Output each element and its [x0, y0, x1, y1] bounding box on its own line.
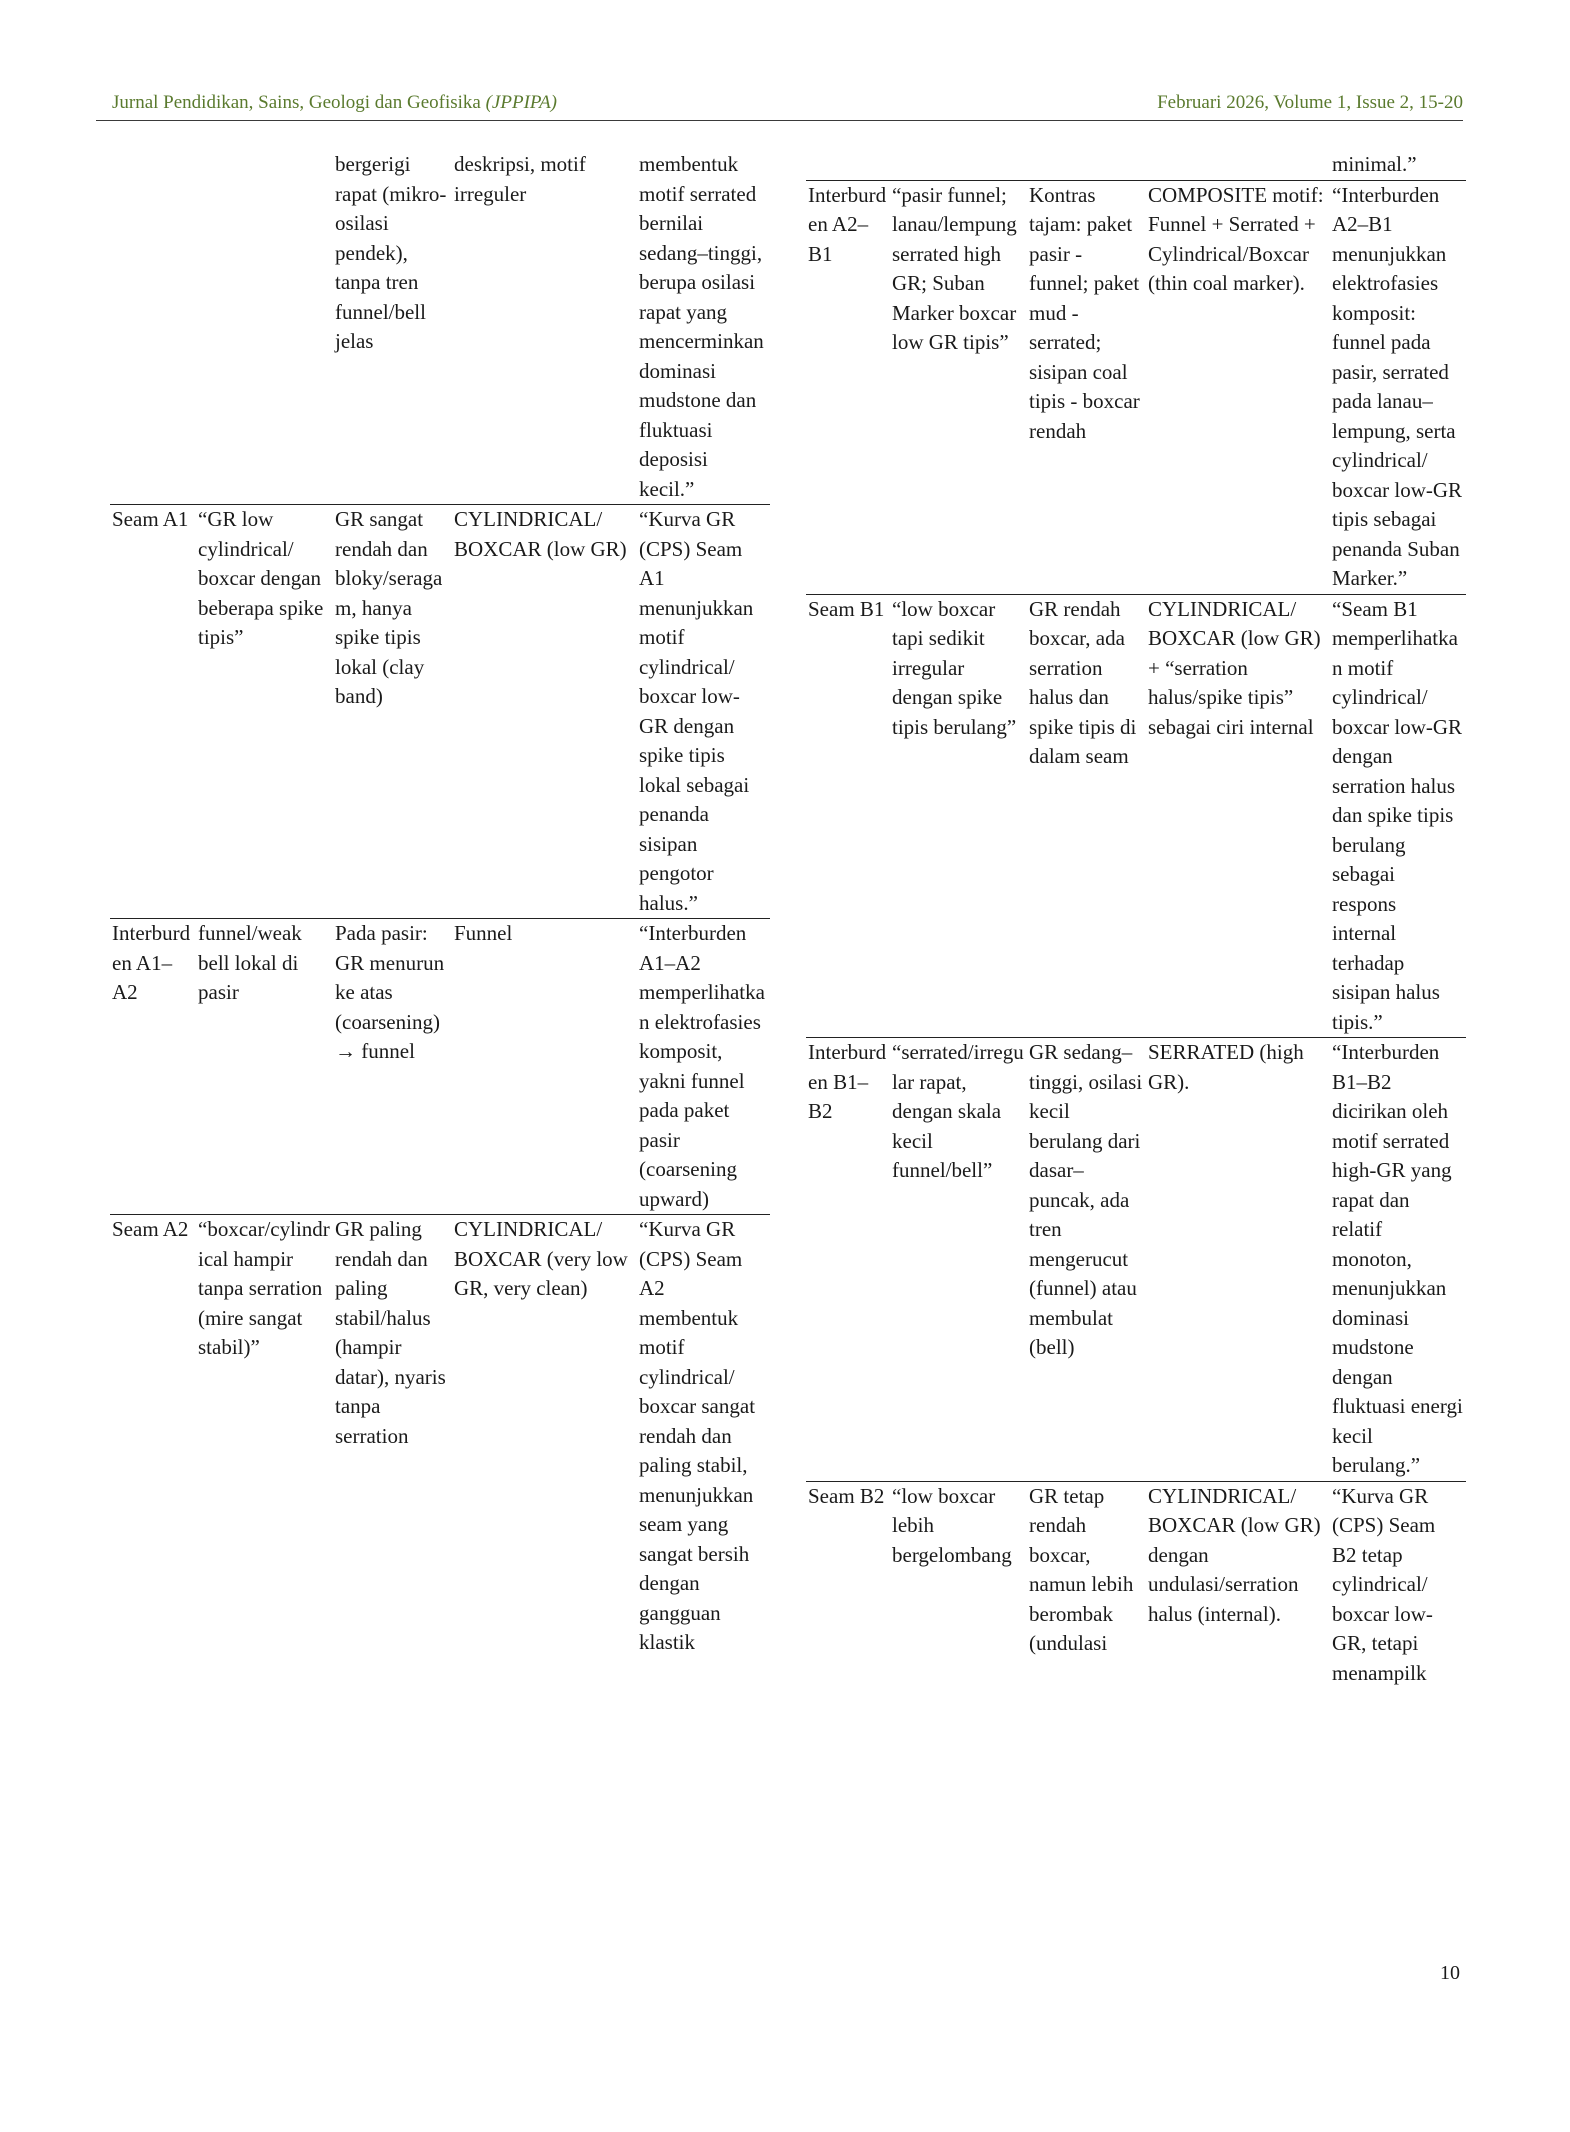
cell-motif: CYLINDRICAL/ BOXCAR (low GR) [452, 505, 637, 919]
cell-gr-character: GR sedang–tinggi, osilasi kecil berulang dari dasar–puncak, ada tren mengerucut (funnel) atau membulat (bell) [1027, 1038, 1146, 1482]
cell-visual-description: “pasir funnel; lanau/lempung serrated high GR; Suban Marker boxcar low GR tipis” [890, 180, 1027, 594]
cell-gr-character: Kontras tajam: paket pasir - funnel; paket mud - serrated; sisipan coal tipis - boxcar rendah [1027, 180, 1146, 594]
cell-unit: Interburden A1–A2 [110, 919, 196, 1215]
table-row [806, 1038, 1466, 1482]
cell-gr-character: bergerigi rapat (mikro-osilasi pendek), tanpa tren funnel/bell jelas [335, 152, 447, 353]
cell-interpretation: “Seam B1 memperlihatkan motif cylindrical/ boxcar low-GR dengan serration halus dan spike tipis berulang sebagai respons internal terhadap sisipan halus tipis.” [1330, 594, 1466, 1038]
cell-interpretation: membentuk motif serrated bernilai sedang–tinggi, berupa osilasi rapat yang mencerminkan dominasi mudstone dan fluktuasi deposisi kecil.” [639, 152, 764, 501]
cell-empty [1146, 150, 1330, 180]
cell-visual-description: “low boxcar lebih bergelombang [890, 1481, 1027, 1688]
cell-visual-description: funnel/weak bell lokal di pasir [196, 919, 333, 1215]
cell-empty [806, 150, 890, 180]
table-row [806, 1481, 1466, 1688]
cell-unit: Interburden A2–B1 [806, 180, 890, 594]
cell-gr-character: GR paling rendah dan paling stabil/halus (hampir datar), nyaris tanpa serration [333, 1215, 452, 1658]
right-column [806, 150, 1466, 1688]
cell-unit [110, 150, 196, 505]
cell-interpretation: “Interburden A2–B1 menunjukkan elektrofasies komposit: funnel pada pasir, serrated pada lanau–lempung, serta cylindrical/ boxcar low-GR tipis sebagai penanda Suban Marker.” [1330, 180, 1466, 594]
issue-info: Februari 2026, Volume 1, Issue 2, 15-20 [1157, 92, 1463, 113]
table-row [806, 180, 1466, 594]
cell-interpretation: minimal.” [1332, 152, 1417, 176]
running-header [96, 92, 1463, 121]
journal-name: Jurnal Pendidikan, Sains, Geologi dan Geofisika [112, 92, 481, 113]
cell-unit: Seam A1 [110, 505, 196, 919]
cell-interpretation: “Kurva GR (CPS) Seam A1 menunjukkan motif cylindrical/ boxcar low-GR dengan spike tipis lokal sebagai penanda sisipan pengotor halus.” [637, 505, 770, 919]
left-column [110, 150, 770, 1658]
electrofacies-table-left [110, 150, 770, 1658]
cell-interpretation: “Interburden A1–A2 memperlihatkan elektrofasies komposit, yakni funnel pada paket pasir (coarsening upward) [637, 919, 770, 1215]
cell-visual-description [196, 150, 333, 505]
cell-visual-description: “serrated/irregular rapat, dengan skala kecil funnel/bell” [890, 1038, 1027, 1482]
cell-empty [890, 150, 1027, 180]
cell-motif: COMPOSITE motif: Funnel + Serrated + Cylindrical/Boxcar (thin coal marker). [1146, 180, 1330, 594]
table-row [110, 505, 770, 919]
table-row [806, 594, 1466, 1038]
cell-unit: Seam B1 [806, 594, 890, 1038]
cell-motif: CYLINDRICAL/ BOXCAR (low GR) + “serration halus/spike tipis” sebagai ciri internal [1146, 594, 1330, 1038]
table-row [806, 150, 1466, 180]
cell-motif: CYLINDRICAL/ BOXCAR (low GR) dengan undulasi/serration halus (internal). [1146, 1481, 1330, 1688]
cell-gr-character: GR sangat rendah dan bloky/seragam, hanya spike tipis lokal (clay band) [333, 505, 452, 919]
page-number: 10 [1440, 1962, 1460, 1984]
journal-abbr: (JPPIPA) [485, 92, 557, 113]
cell-visual-description: “boxcar/cylindrical hampir tanpa serration (mire sangat stabil)” [196, 1215, 333, 1658]
cell-gr-character: GR rendah boxcar, ada serration halus dan spike tipis di dalam seam [1027, 594, 1146, 1038]
cell-interpretation: “Interburden B1–B2 dicirikan oleh motif serrated high-GR yang rapat dan relatif monoton, menunjukkan dominasi mudstone dengan fluktuasi energi kecil berulang.” [1330, 1038, 1466, 1482]
cell-unit: Seam B2 [806, 1481, 890, 1688]
cell-visual-description: “GR low cylindrical/ boxcar dengan beberapa spike tipis” [196, 505, 333, 919]
cell-unit: Seam A2 [110, 1215, 196, 1658]
table-row [110, 150, 770, 505]
cell-motif: Funnel [452, 919, 637, 1215]
cell-motif: CYLINDRICAL/ BOXCAR (very low GR, very clean) [452, 1215, 637, 1658]
cell-unit: Interburden B1–B2 [806, 1038, 890, 1482]
cell-interpretation: “Kurva GR (CPS) Seam B2 tetap cylindrical/ boxcar low-GR, tetapi menampilk [1330, 1481, 1466, 1688]
electrofacies-table-right [806, 150, 1466, 1688]
cell-visual-description: “low boxcar tapi sedikit irregular dengan spike tipis berulang” [890, 594, 1027, 1038]
cell-motif: SERRATED (high GR). [1146, 1038, 1330, 1482]
cell-gr-character: Pada pasir: GR menurun ke atas (coarsening) → funnel [333, 919, 452, 1215]
cell-gr-character: GR tetap rendah boxcar, namun lebih berombak (undulasi [1027, 1481, 1146, 1688]
cell-motif: deskripsi, motif irreguler [454, 152, 586, 206]
journal-title [112, 92, 557, 114]
cell-interpretation: “Kurva GR (CPS) Seam A2 membentuk motif cylindrical/ boxcar sangat rendah dan paling stabil, menunjukkan seam yang sangat bersih dengan gangguan klastik [637, 1215, 770, 1658]
table-row [110, 1215, 770, 1658]
table-row [110, 919, 770, 1215]
cell-empty [1027, 150, 1146, 180]
